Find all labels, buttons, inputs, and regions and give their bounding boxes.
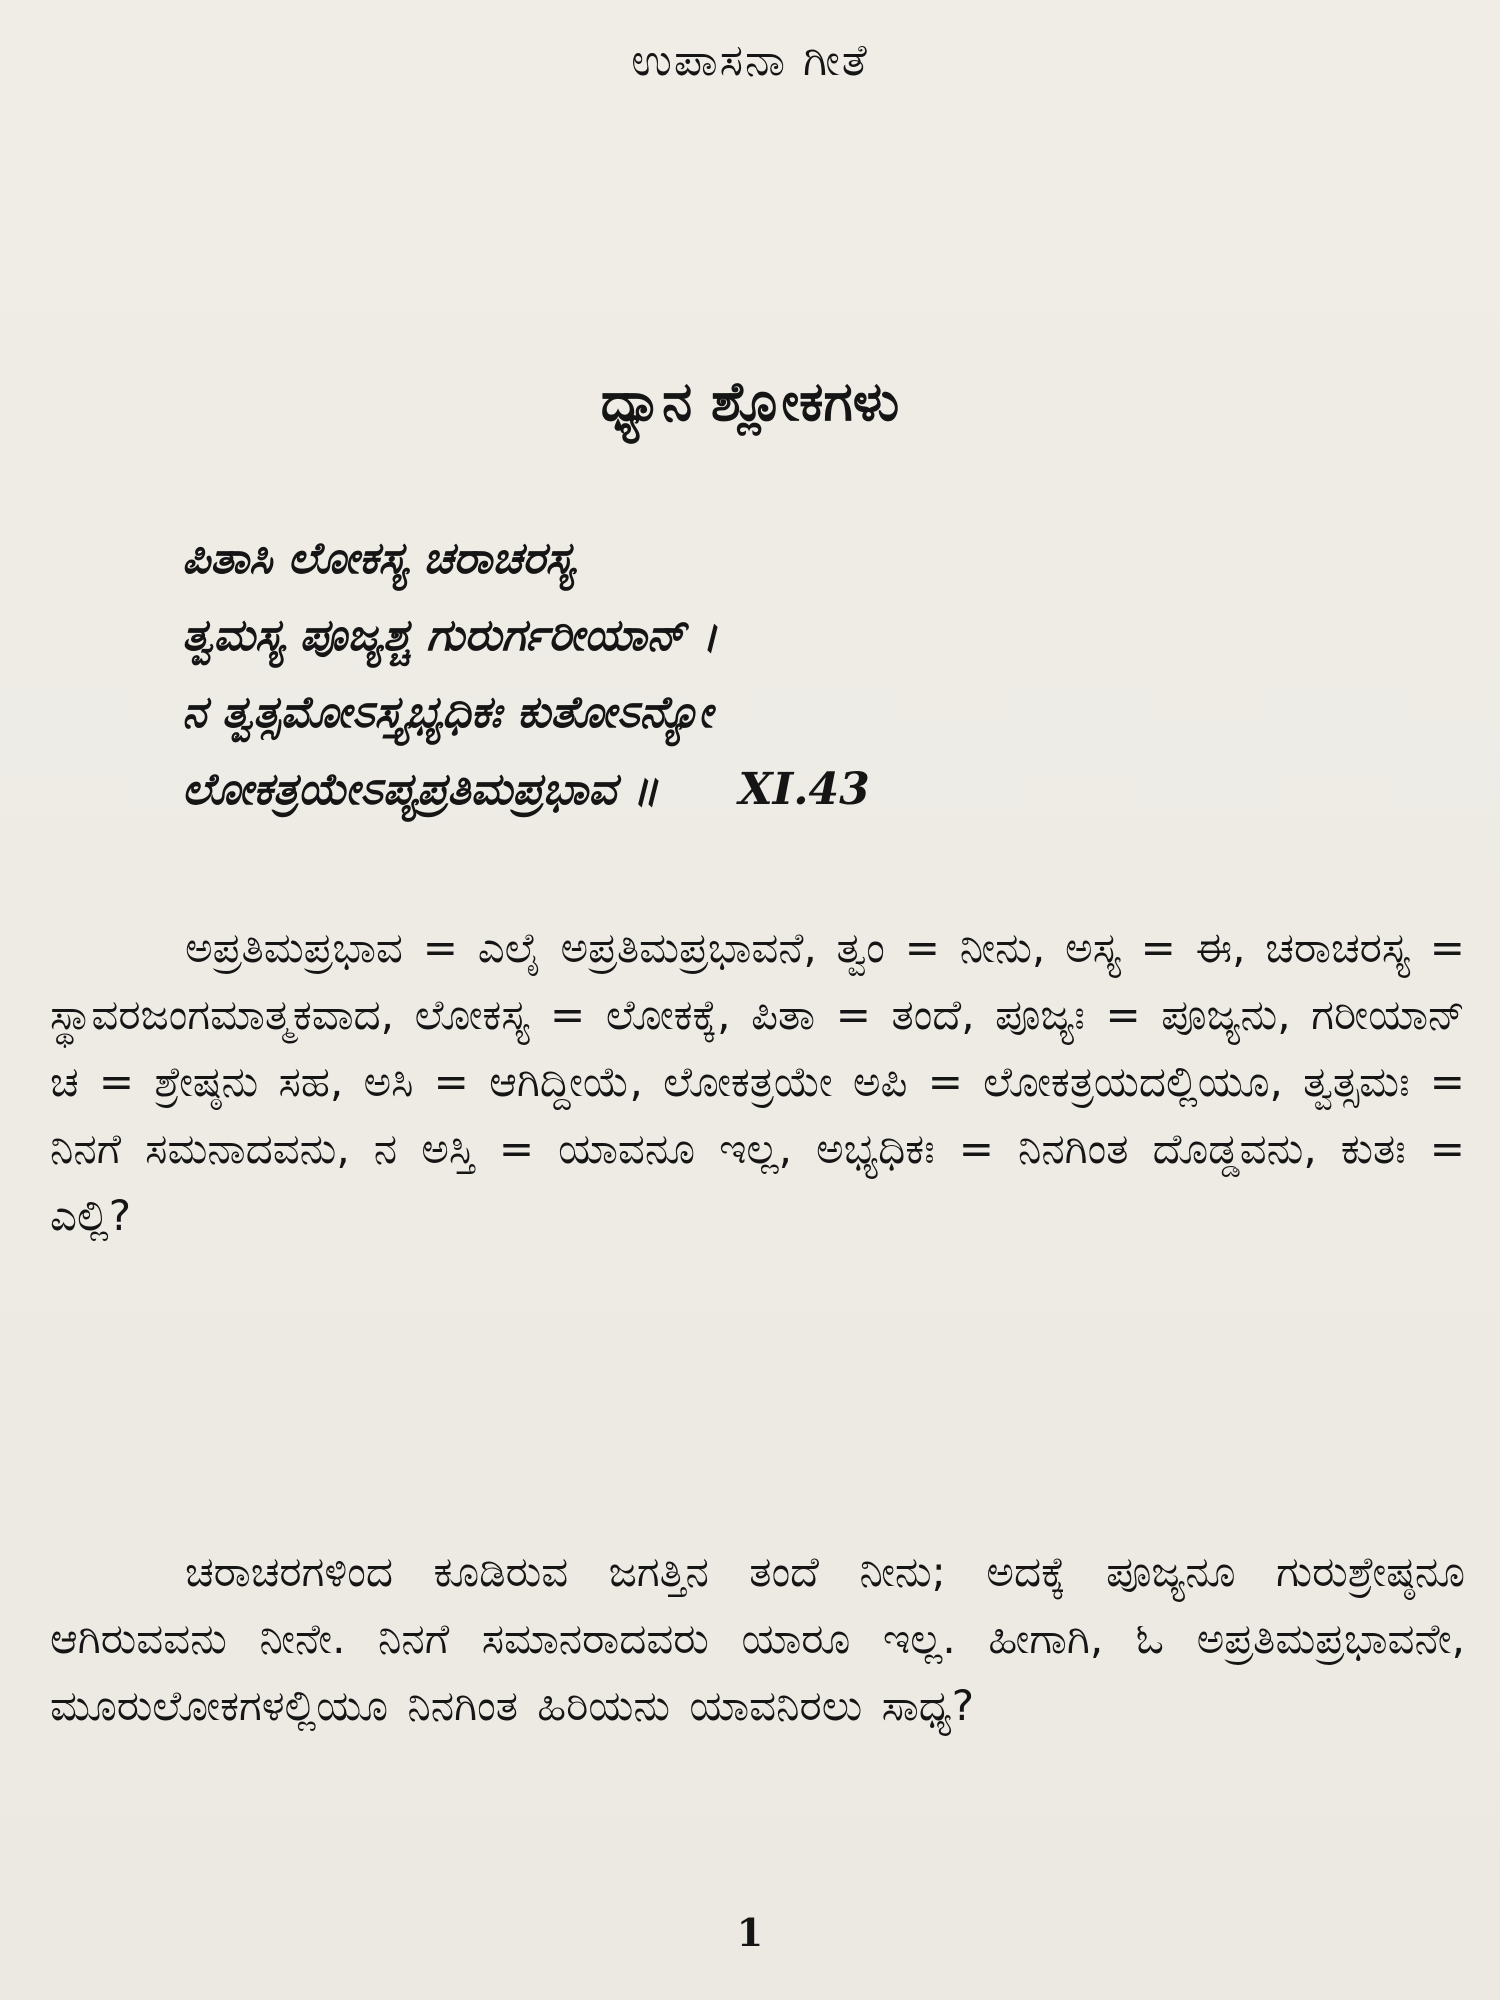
page-number: 1 (736, 1910, 764, 1955)
running-head: ಉಪಾಸನಾ ಗೀತೆ (631, 35, 869, 86)
verse-reference: XI.43 (738, 764, 870, 815)
sanskrit-verse (182, 520, 1332, 828)
word-meaning-paragraph: ಅಪ್ರತಿಮಪ್ರಭಾವ = ಎಲೈ ಅಪ್ರತಿಮಪ್ರಭಾವನೆ, ತ್ವಂ = ನೀನು, ಅಸ್ಯ = ಈ, ಚರಾಚರಸ್ಯ = ಸ್ಥಾವರಜಂಗಮಾತ್ಮಕವಾದ, ಲೋಕಸ್ಯ = ಲೋಕಕ್ಕೆ, ಪಿತಾ = ತಂದೆ, ಪೂಜ್ಯಃ = ಪೂಜ್ಯನು, ಗರೀಯಾನ್ ಚ = ಶ್ರೇಷ್ಠನು ಸಹ, ಅಸಿ = ಆಗಿದ್ದೀಯೆ, ಲೋಕತ್ರಯೇ ಅಪಿ = ಲೋಕತ್ರಯದಲ್ಲಿಯೂ, ತ್ವತ್ಸಮಃ = ನಿನಗೆ ಸಮನಾದವನು, ನ ಅಸ್ತಿ = ಯಾವನೂ ಇಲ್ಲ, ಅಭ್ಯಧಿಕಃ = ನಿನಗಿಂತ ದೊಡ್ಡವನು, ಕುತಃ = ಎಲ್ಲಿ? (50, 923, 1465, 1240)
verse-line-2: ತ್ವಮಸ್ಯ ಪೂಜ್ಯಶ್ಚ ಗುರುರ್ಗರೀಯಾನ್ । (182, 610, 718, 661)
section-title: ಧ್ಯಾನ ಶ್ಲೋಕಗಳು (600, 370, 900, 433)
verse-line-4-text: ಲೋಕತ್ರಯೇಽಪ್ಯಪ್ರತಿಮಪ್ರಭಾವ ॥ (182, 764, 659, 815)
explanation-paragraph: ಚರಾಚರಗಳಿಂದ ಕೂಡಿರುವ ಜಗತ್ತಿನ ತಂದೆ ನೀನು; ಅದಕ್ಕೆ ಪೂಜ್ಯನೂ ಗುರುಶ್ರೇಷ್ಠನೂ ಆಗಿರುವವನು ನೀನೇ. ನಿನಗೆ ಸಮಾನರಾದವರು ಯಾರೂ ಇಲ್ಲ. ಹೀಗಾಗಿ, ಓ ಅಪ್ರತಿಮಪ್ರಭಾವನೇ, ಮೂರುಲೋಕಗಳಲ್ಲಿಯೂ ನಿನಗಿಂತ ಹಿರಿಯನು ಯಾವನಿರಲು ಸಾಧ್ಯ? (50, 1547, 1465, 1730)
verse-line-4 (182, 751, 1332, 828)
verse-line-3: ನ ತ್ವತ್ಸಮೋಽಸ್ತ್ಯಭ್ಯಧಿಕಃ ಕುತೋಽನ್ಯೋ (182, 687, 713, 738)
verse-line-1: ಪಿತಾಸಿ ಲೋಕಸ್ಯ ಚರಾಚರಸ್ಯ (182, 533, 575, 584)
